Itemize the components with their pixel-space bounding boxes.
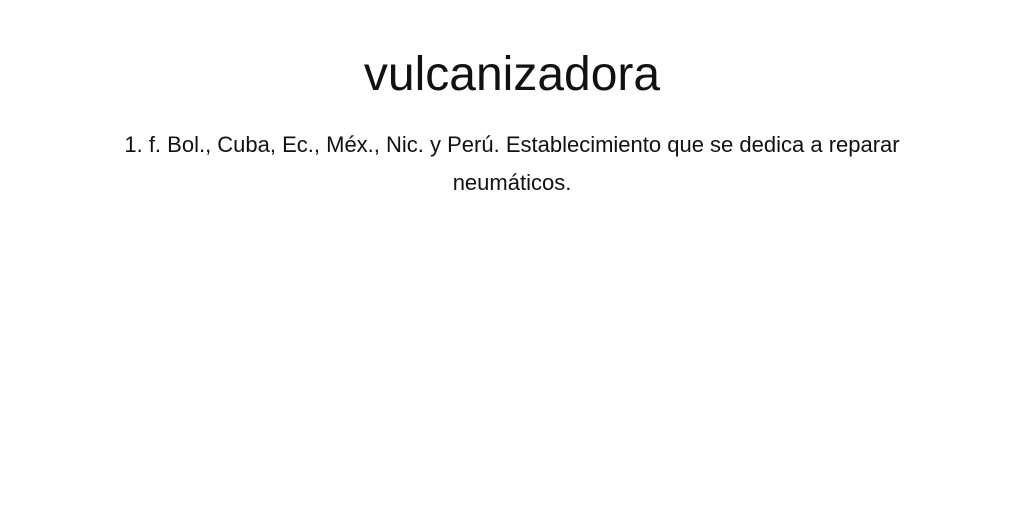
definition-text: 1. f. Bol., Cuba, Ec., Méx., Nic. y Perú. Establecimiento que se dedica a reparar neumáticos. [124,132,900,195]
headword-title: vulcanizadora [363,48,661,101]
